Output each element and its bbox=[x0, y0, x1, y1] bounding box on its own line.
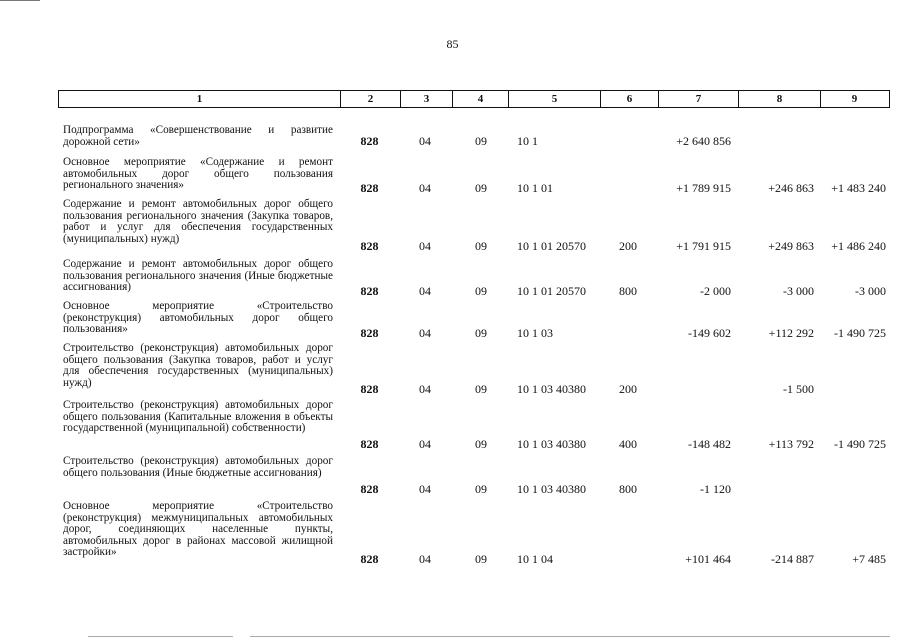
row-col-9: +1 483 240 bbox=[831, 181, 886, 195]
row-col-2: 828 bbox=[360, 437, 379, 451]
row-col-3: 04 bbox=[419, 326, 431, 340]
row-col-7: +2 640 856 bbox=[676, 134, 731, 148]
row-col-7: +1 789 915 bbox=[676, 181, 731, 195]
row-col-5: 10 1 01 20570 bbox=[517, 239, 586, 253]
header-col-2: 2 bbox=[340, 91, 400, 107]
row-col-2: 828 bbox=[360, 482, 379, 496]
header-col-8: 8 bbox=[738, 91, 820, 107]
row-name: Подпрограмма «Совершенствование и развитие дорожной сети» bbox=[63, 124, 333, 148]
row-col-6: 800 bbox=[619, 284, 637, 298]
footer-rule-right bbox=[250, 636, 890, 637]
row-name: Содержание и ремонт автомобильных дорог общего пользования регионального значения (Иные бюджетные ассигнования) bbox=[63, 258, 333, 293]
row-name: Основное мероприятие «Строительство (реконструкция) автомобильных дорог общего пользования» bbox=[63, 300, 333, 335]
row-col-2: 828 bbox=[360, 239, 379, 253]
row-col-4: 09 bbox=[475, 326, 487, 340]
header-col-1: 1 bbox=[196, 93, 203, 105]
footer-rule-left bbox=[88, 636, 233, 637]
header-col-4: 4 bbox=[452, 91, 508, 107]
row-col-7: -148 482 bbox=[688, 437, 731, 451]
row-col-9: +7 485 bbox=[852, 552, 886, 566]
page-number: 85 bbox=[446, 37, 459, 51]
row-col-3: 04 bbox=[419, 382, 431, 396]
row-col-6: 800 bbox=[619, 482, 637, 496]
row-col-9: -1 490 725 bbox=[834, 326, 886, 340]
row-col-4: 09 bbox=[475, 239, 487, 253]
row-col-7: -1 120 bbox=[700, 482, 731, 496]
row-col-8: -214 887 bbox=[771, 552, 814, 566]
row-col-4: 09 bbox=[475, 437, 487, 451]
row-col-4: 09 bbox=[475, 482, 487, 496]
row-name: Основное мероприятие «Содержание и ремонт автомобильных дорог общего пользования регионального значения» bbox=[63, 156, 333, 191]
header-col-3: 3 bbox=[400, 91, 452, 107]
row-name: Строительство (реконструкция) автомобильных дорог общего пользования (Капитальные вложения в объекты государственной (муниципальной) собственности) bbox=[63, 399, 333, 434]
header-col-7: 7 bbox=[658, 91, 738, 107]
row-col-3: 04 bbox=[419, 134, 431, 148]
row-col-4: 09 bbox=[475, 284, 487, 298]
row-col-5: 10 1 03 40380 bbox=[517, 482, 586, 496]
header-col-9: 9 bbox=[820, 91, 888, 107]
row-col-9: +1 486 240 bbox=[831, 239, 886, 253]
row-col-5: 10 1 bbox=[517, 134, 538, 148]
scan-edge-line bbox=[0, 0, 40, 1]
row-col-3: 04 bbox=[419, 284, 431, 298]
row-name: Строительство (реконструкция) автомобильных дорог общего пользования (Закупка товаров, работ и услуг для обеспечения государственных (муниципальных) нужд) bbox=[63, 342, 333, 389]
row-col-2: 828 bbox=[360, 181, 379, 195]
row-col-5: 10 1 04 bbox=[517, 552, 553, 566]
row-col-4: 09 bbox=[475, 382, 487, 396]
table-header bbox=[58, 90, 890, 108]
row-col-3: 04 bbox=[419, 552, 431, 566]
row-col-3: 04 bbox=[419, 482, 431, 496]
row-col-5: 10 1 01 bbox=[517, 181, 553, 195]
row-col-3: 04 bbox=[419, 181, 431, 195]
row-col-5: 10 1 03 bbox=[517, 326, 553, 340]
row-col-5: 10 1 03 40380 bbox=[517, 437, 586, 451]
row-name: Строительство (реконструкция) автомобильных дорог общего пользования (Иные бюджетные ассигнования) bbox=[63, 455, 333, 479]
row-col-7: +101 464 bbox=[685, 552, 731, 566]
row-col-7: +1 791 915 bbox=[676, 239, 731, 253]
row-col-9: -1 490 725 bbox=[834, 437, 886, 451]
header-col-6: 6 bbox=[600, 91, 658, 107]
row-col-2: 828 bbox=[360, 326, 379, 340]
row-col-2: 828 bbox=[360, 284, 379, 298]
row-col-6: 400 bbox=[619, 437, 637, 451]
row-col-2: 828 bbox=[360, 134, 379, 148]
row-col-5: 10 1 03 40380 bbox=[517, 382, 586, 396]
row-col-2: 828 bbox=[360, 382, 379, 396]
row-col-7: -149 602 bbox=[688, 326, 731, 340]
row-col-7: -2 000 bbox=[700, 284, 731, 298]
row-col-3: 04 bbox=[419, 239, 431, 253]
row-col-4: 09 bbox=[475, 181, 487, 195]
row-col-5: 10 1 01 20570 bbox=[517, 284, 586, 298]
row-col-2: 828 bbox=[360, 552, 379, 566]
header-col-5: 5 bbox=[508, 91, 600, 107]
row-col-8: +112 292 bbox=[768, 326, 814, 340]
row-name: Содержание и ремонт автомобильных дорог общего пользования регионального значения (Закупка товаров, работ и услуг для обеспечения государственных (муниципальных) нужд) bbox=[63, 198, 333, 245]
row-col-8: -1 500 bbox=[783, 382, 814, 396]
row-col-6: 200 bbox=[619, 239, 637, 253]
row-col-8: +113 792 bbox=[768, 437, 814, 451]
row-col-8: +249 863 bbox=[768, 239, 814, 253]
row-col-8: -3 000 bbox=[783, 284, 814, 298]
row-col-3: 04 bbox=[419, 437, 431, 451]
row-col-9: -3 000 bbox=[855, 284, 886, 298]
row-col-4: 09 bbox=[475, 552, 487, 566]
row-col-8: +246 863 bbox=[768, 181, 814, 195]
row-name: Основное мероприятие «Строительство (реконструкция) межмуниципальных автомобильных дорог, соединяющих населенные пункты, автомобильных дорог в районах массовой жилищной застройки» bbox=[63, 500, 333, 558]
row-col-6: 200 bbox=[619, 382, 637, 396]
row-col-4: 09 bbox=[475, 134, 487, 148]
